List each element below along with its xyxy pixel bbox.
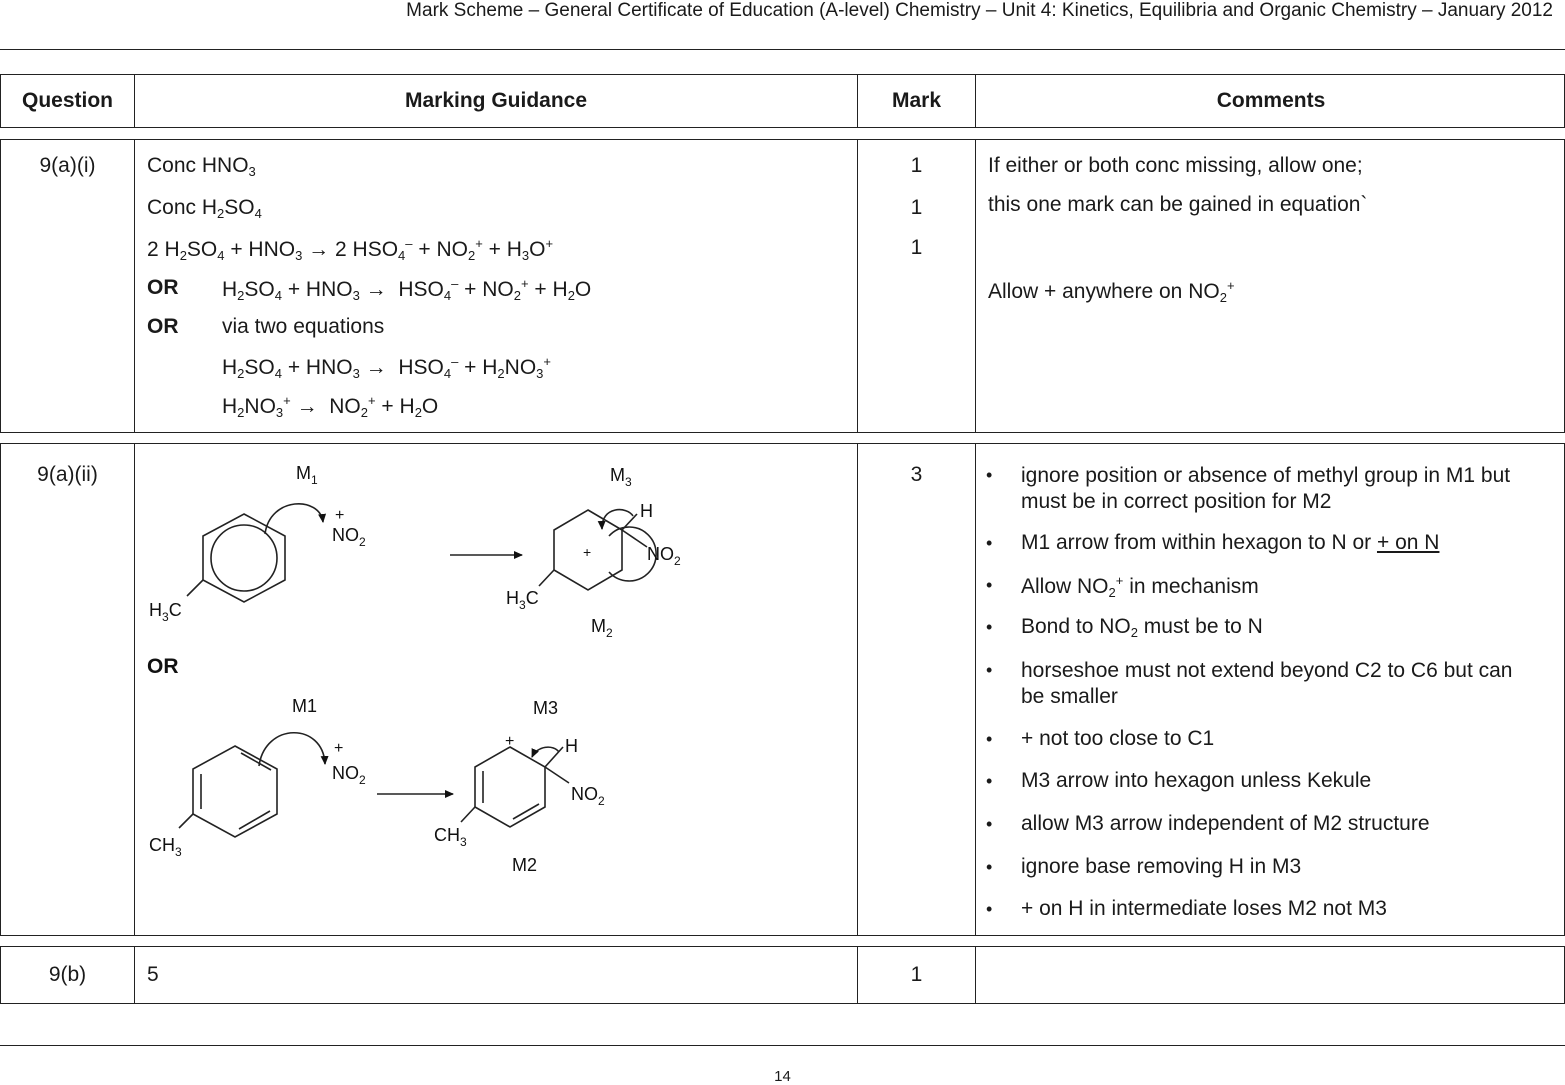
no2-bond (622, 530, 647, 547)
comment-text: M3 arrow into hexagon unless Kekule (1021, 769, 1372, 792)
column-header-comments: Comments (1216, 89, 1326, 112)
bullet-icon: • (986, 729, 993, 749)
bullet-icon: • (986, 617, 993, 637)
label-m3: M3 (533, 698, 559, 718)
curly-arrow-m3 (602, 510, 633, 529)
plus-sign: + (583, 544, 592, 560)
table-row-9b (0, 946, 1565, 1004)
column-header-question: Question (21, 89, 113, 112)
h3c-label: $H_3C$ (149, 600, 182, 624)
or-label-2: OR (147, 315, 179, 338)
bullet-icon: • (986, 771, 993, 791)
comment-text: M1 arrow from within hexagon to N or + on N (1021, 531, 1440, 554)
comment-text: allow M3 arrow independent of M2 structure (1021, 812, 1430, 835)
guidance-conc-hno3: Conc $HNO_3$ (147, 154, 256, 179)
h-label: H (565, 736, 578, 756)
methyl-bond (179, 814, 193, 828)
question-number: 9(b) (48, 963, 87, 986)
no2-label: $NO_2$ (332, 525, 366, 549)
comment-text: ignore base removing H in M3 (1021, 855, 1302, 878)
mark-value: 1 (910, 963, 923, 986)
question-number: 9(a)(ii) (37, 463, 98, 486)
no2-label: $NO_2$ (647, 544, 681, 568)
comment-text: ignore position or absence of methyl group in M1 but must be in correct position for M2 (1021, 464, 1511, 513)
kekule-ring (193, 746, 277, 837)
comment-text: If either or both conc missing, allow one; (988, 154, 1363, 177)
comment-text: Allow + anywhere on $NO_2^+$ (988, 278, 1235, 305)
comment-text: Allow $NO_2^+$ in mechanism (1021, 573, 1259, 600)
bullet-icon: • (986, 465, 993, 485)
label-m2: M2 (512, 855, 538, 875)
table-row-9a-ii (0, 443, 1565, 936)
comment-text: Bond to $NO_2$ must be to N (1021, 615, 1263, 640)
guidance-text: 5 (147, 963, 159, 986)
mark-value: 1 (910, 196, 923, 219)
footer-rule (0, 1045, 1565, 1046)
benzene-ring (203, 514, 285, 602)
h-bond (545, 747, 563, 767)
mark-value: 3 (910, 463, 923, 486)
equation-overall: 2 $H_2SO_4 + HNO_3 \to 2$ $HSO_4^- + NO_2^+ + H_3O^+$ (147, 236, 554, 263)
comment-text: + on H in intermediate loses M2 not M3 (1021, 897, 1387, 920)
no2-label: $NO_2$ (571, 784, 605, 808)
aromatic-circle (211, 525, 277, 591)
bullet-icon: • (986, 899, 993, 919)
bullet-icon: • (986, 575, 993, 595)
via-two-equations: via two equations (222, 315, 385, 338)
methyl-bond (187, 580, 203, 596)
comment-text: + not too close to C1 (1021, 727, 1215, 750)
table-row-9a-i (0, 139, 1565, 433)
no2-bond (545, 767, 569, 783)
equation-alternative: $H_2SO_4 + HNO_3 \to HSO_4^- + NO_2^+ + H_2O$ (222, 276, 592, 303)
page-number: 14 (774, 1068, 791, 1085)
plus-sign: + (334, 740, 344, 757)
equation-step-1: $H_2SO_4 + HNO_3 \to HSO_4^- + H_2NO_3^+$ (222, 354, 551, 381)
bullet-icon: • (986, 533, 993, 553)
or-label-1: OR (147, 276, 179, 299)
methyl-bond (539, 570, 554, 586)
label-m1: M1 (292, 696, 318, 716)
plus-sign: + (505, 733, 515, 750)
comment-text: horseshoe must not extend beyond C2 to C6 but can be smaller (1021, 659, 1513, 708)
plus-sign: + (335, 507, 345, 524)
equation-step-2: $H_2NO_3^+ \to NO_2^+ + H_2O$ (222, 393, 439, 420)
label-m1: $M_1$ (296, 463, 318, 487)
label-m2: $M_2$ (591, 616, 613, 640)
column-header-marking-guidance: Marking Guidance (404, 89, 588, 112)
methyl-bond (461, 807, 475, 822)
mechanism-diagram (135, 444, 857, 935)
ch3-label: $CH_3$ (149, 835, 182, 859)
bullet-icon: • (986, 857, 993, 877)
intermediate-ring (475, 747, 545, 827)
guidance-conc-h2so4: Conc $H_2SO_4$ (147, 196, 262, 221)
curly-arrow-m1 (259, 733, 325, 766)
or-label: OR (147, 655, 179, 678)
mark-value: 1 (910, 154, 923, 177)
table-header-row (0, 74, 1565, 128)
question-number: 9(a)(i) (39, 154, 96, 177)
page-header-title: Mark Scheme – General Certificate of Education (A-level) Chemistry – Unit 4: Kinetics, Equilibria and Organic Chemistry – January 2012 (406, 0, 1553, 21)
no2-label: $NO_2$ (332, 763, 366, 787)
ch3-label: $CH_3$ (434, 825, 467, 849)
label-m3: $M_3$ (610, 465, 632, 489)
bullet-icon: • (986, 660, 993, 680)
h-label: H (640, 501, 653, 521)
comment-text: this one mark can be gained in equation` (988, 193, 1368, 216)
mark-value: 1 (910, 236, 923, 259)
h3c-label: $H_3C$ (506, 588, 539, 612)
column-header-mark: Mark (891, 89, 942, 112)
header-rule (0, 49, 1565, 50)
bullet-icon: • (986, 814, 993, 834)
